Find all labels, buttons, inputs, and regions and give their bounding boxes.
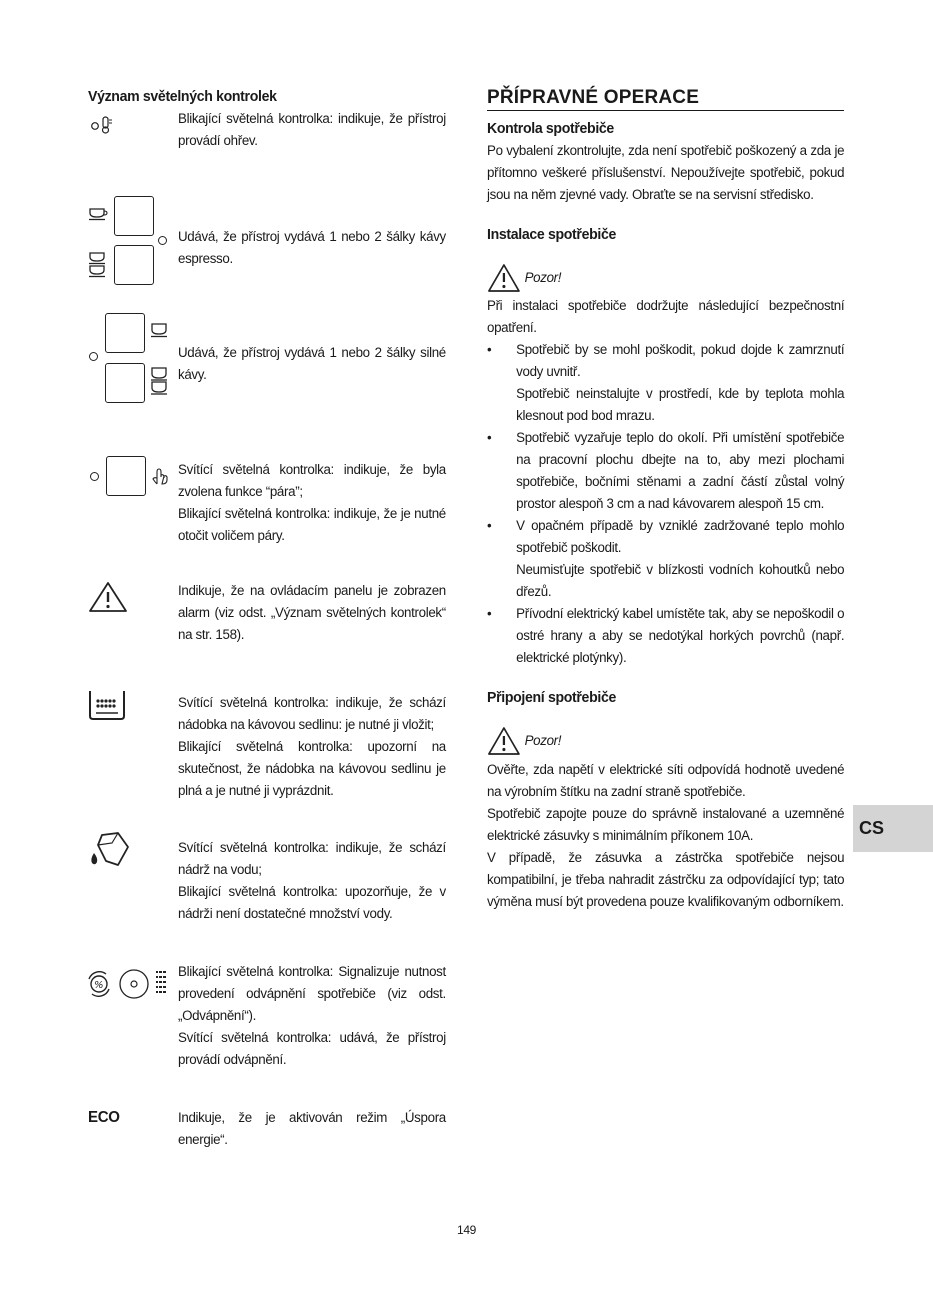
bullet-text: • Spotřebič vyzařuje teplo do okolí. Při umístění spotřebiče na pracovní plochu dbejte na to, aby mezi plochami spotřebiče, bočními stěnami a zadní částí zůstal volný prostor alespoň 3 cm a nad kávovarem alespoň 15 cm. (516, 430, 845, 512)
bullet-item (487, 603, 844, 669)
language-tab (853, 805, 933, 852)
install-intro (487, 295, 844, 339)
light-desc-steam (178, 459, 446, 547)
desc-line: Blikající světelná kontrolka: indikuje, že přístroj provádí ohřev. (178, 111, 446, 149)
left-heading: Význam světelných kontrolek (88, 88, 277, 105)
bullet-text: • Spotřebič by se mohl poškodit, pokud dojde k zamrznutí vody uvnitř. (516, 342, 845, 380)
indicator-light-icon (89, 352, 98, 361)
desc-line: Blikající světelná kontrolka: upozorní na skutečnost, že nádobka na kávovou sedlinu je plná a je nutné ji vyprázdnit. (178, 739, 446, 799)
desc-line: Blikající světelná kontrolka: Signalizuje nutnost provedení odvápnění spotřebiče (viz odst. „Odvápnění“). (178, 964, 446, 1024)
steam-button (106, 456, 146, 496)
strong-double-button (105, 363, 145, 403)
warning-label: Pozor! (524, 270, 562, 286)
paragraph-text: Po vybalení zkontrolujte, zda není spotřebič poškozený a zda je přítomno veškeré příslušenství. Nepoužívejte spotřebič, pokud jsou na něm zjevné vady. Obraťte se na servisní středisko. (487, 143, 845, 203)
light-desc-descale (178, 961, 446, 1071)
bullet-item (487, 339, 844, 427)
scale-bars-icon (154, 969, 168, 1002)
descale-button-icon (118, 968, 150, 1005)
indicator-light-icon (158, 236, 167, 245)
connect-paragraphs (487, 759, 844, 913)
connect-warning (487, 726, 844, 756)
language-tab-label: CS (859, 818, 885, 838)
page-number: 149 (457, 1223, 476, 1237)
light-desc-strong (178, 342, 446, 386)
light-desc-eco (178, 1107, 446, 1151)
water-tank-icon (88, 831, 132, 874)
desc-line: Blikající světelná kontrolka: indikuje, že je nutné otočit voličem páry. (178, 506, 446, 544)
espresso-single-button (114, 196, 154, 236)
bullet-text: Neumisťujte spotřebič v blízkosti vodních kohoutků nebo dřezů. (516, 562, 845, 600)
steam-icon (151, 464, 169, 491)
temperature-icon (90, 115, 116, 140)
grounds-container-icon (88, 689, 128, 726)
paragraph-text: Ověřte, zda napětí v elektrické síti odpovídá hodnotě uvedené na výrobním štítku na zadní straně spotřebiče. (487, 762, 845, 800)
warning-label: Pozor! (524, 733, 562, 749)
bullet-item (487, 515, 844, 603)
section-title: PŘÍPRAVNÉ OPERACE (487, 86, 844, 111)
desc-line: Svítící světelná kontrolka: indikuje, že byla zvolena funkce “pára”; (178, 462, 446, 500)
svg-text:%: % (94, 980, 104, 991)
check-heading: Kontrola spotřebiče (487, 120, 614, 137)
cup-double-icon (88, 251, 108, 284)
light-desc-alarm (178, 580, 446, 646)
desc-line: Indikuje, že na ovládacím panelu je zobrazen alarm (viz odst. „Význam světelných kontrolek“ na str. 158). (178, 583, 446, 643)
desc-line: Indikuje, že je aktivován režim „Úspora energie“. (178, 1110, 446, 1148)
mug-double-icon (150, 366, 170, 401)
alarm-icon (88, 580, 128, 619)
warning-icon (487, 263, 521, 293)
strong-single-button (105, 313, 145, 353)
install-heading: Instalace spotřebiče (487, 226, 617, 243)
bullet-item (487, 427, 844, 515)
desc-line: Blikající světelná kontrolka: upozorňuje, že v nádrži není dostatečné množství vody. (178, 884, 446, 922)
install-bullets (487, 339, 844, 669)
warning-icon (487, 726, 521, 756)
light-desc-heating (178, 108, 446, 152)
espresso-double-button (114, 245, 154, 285)
mug-single-icon (150, 322, 170, 343)
install-warning (487, 263, 844, 293)
desc-line: Svítící světelná kontrolka: indikuje, že schází nádobka na kávovou sedlinu: je nutné ji vložit; (178, 695, 446, 733)
desc-line: Udává, že přístroj vydává 1 nebo 2 šálky kávy espresso. (178, 229, 446, 267)
bullet-text: • V opačném případě by vzniklé zadržované teplo mohlo spotřebič poškodit. (516, 518, 845, 556)
bullet-text: • Přívodní elektrický kabel umístěte tak, aby se nepoškodil o ostré hrany a aby se nedotýkal horkých povrchů (např. elektrické plotýnky). (516, 606, 845, 666)
paragraph-text: Při instalaci spotřebiče dodržujte následující bezpečnostní opatření. (487, 298, 845, 336)
light-desc-espresso (178, 226, 446, 270)
indicator-light-icon (90, 472, 99, 481)
connect-heading: Připojení spotřebiče (487, 689, 616, 706)
descale-icon (86, 971, 112, 1002)
paragraph-text: Spotřebič zapojte pouze do správně instalované a uzemněné elektrické zásuvky s minimálním příkonem 10A. (487, 806, 845, 844)
paragraph-text: V případě, že zásuvka a zástrčka spotřebiče nejsou kompatibilní, je třeba nahradit zástrčku za odpovídající typ; tato výměna musí být provedena pouze kvalifikovaným odborníkem. (487, 850, 845, 910)
light-desc-grounds (178, 692, 446, 802)
desc-line: Udává, že přístroj vydává 1 nebo 2 šálky silné kávy. (178, 345, 446, 383)
desc-line: Svítící světelná kontrolka: udává, že přístroj provádí odvápnění. (178, 1030, 446, 1068)
check-paragraph (487, 140, 844, 206)
desc-line: Svítící světelná kontrolka: indikuje, že schází nádrž na vodu; (178, 840, 446, 878)
light-desc-water (178, 837, 446, 925)
eco-label: ECO (88, 1109, 120, 1126)
cup-single-icon (88, 207, 108, 226)
bullet-text: Spotřebič neinstalujte v prostředí, kde by teplota mohla klesnout pod bod mrazu. (516, 386, 845, 424)
